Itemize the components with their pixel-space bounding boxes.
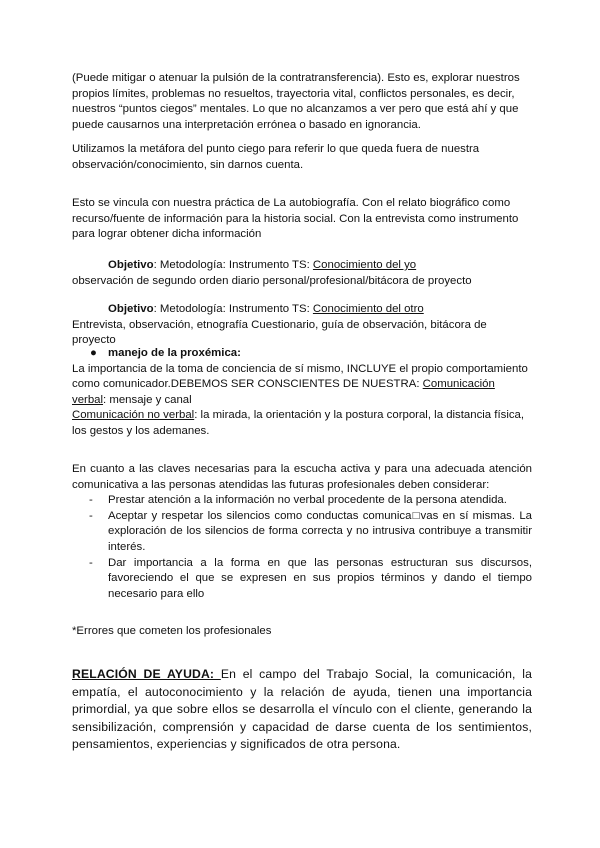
- verbal-communication-detail: : mensaje y canal: [103, 393, 192, 406]
- active-listening-block: [72, 462, 532, 602]
- intro-paragraph-block: [72, 71, 532, 133]
- objective-other-block: [72, 302, 532, 349]
- nonverbal-communication-detail: : la mirada, la orientación y la postura corporal, la distancia física, los gestos y los ademanes.: [72, 409, 525, 437]
- errors-note: *Errores que cometen los profesionales: [72, 625, 272, 637]
- dash-marker: -: [89, 556, 93, 569]
- nonverbal-paragraph: [72, 408, 532, 439]
- autobiography-paragraph-block: [72, 196, 532, 243]
- proxemics-line-start: La importancia de la toma de conciencia de sí mismo, INCLUYE el propio comportamiento como comunicador.DEBEMOS SER CONSCIENTES DE NUESTRA:: [72, 362, 528, 391]
- objective-self-block: [72, 258, 532, 289]
- dash-marker: -: [89, 494, 93, 507]
- list-item: [72, 509, 532, 556]
- relacion-ayuda-paragraph: [72, 666, 532, 754]
- dash-marker: -: [89, 509, 93, 522]
- verbal-communication-label: Comunicación verbal: [72, 378, 495, 406]
- objective-other-label: Objetivo: [108, 303, 154, 315]
- objective-self-line: [72, 258, 532, 274]
- objective-self-label: Objetivo: [108, 259, 154, 271]
- objective-self-detail: observación de segundo orden diario personal/profesional/bitácora de proyecto: [72, 274, 472, 287]
- autobiography-paragraph: Esto se vincula con nuestra práctica de La autobiografía. Con el relato biográfico como recurso/fuente de información para la historia social. Con la entrevista como instrumento para lograr obtener dicha información: [72, 197, 519, 241]
- objective-self-middle: : Metodología: Instrumento TS:: [153, 259, 313, 271]
- proxemics-paragraph: [72, 362, 532, 409]
- objective-other-topic: Conocimiento del otro: [312, 303, 424, 315]
- list-item-text: Prestar atención a la información no verbal procedente de la persona atendida.: [108, 494, 507, 507]
- proxemics-block: [72, 346, 532, 440]
- active-listening-list: [72, 493, 532, 602]
- objective-other-line: [72, 302, 532, 318]
- list-item: [72, 556, 532, 603]
- metaphor-paragraph: Utilizamos la metáfora del punto ciego para referir lo que queda fuera de nuestra observación/conocimiento, sin darnos cuenta.: [72, 143, 480, 171]
- relacion-ayuda-heading: RELACIÓN DE AYUDA:: [72, 667, 221, 681]
- proxemics-title-row: [72, 346, 532, 362]
- list-item-text: Aceptar y respetar los silencios como conductas comunica□vas en sí mismas. La exploración de los silencios de forma correcta y no intrusiva contribuye a transmitir interés.: [108, 509, 532, 553]
- metaphor-paragraph-block: [72, 142, 532, 173]
- objective-self-topic: Conocimiento del yo: [312, 259, 417, 271]
- list-item-text: Dar importancia a la forma en que las personas estructuran sus discursos, favoreciendo el que se expresen en sus propios términos y dando el tiempo necesario para ello: [108, 556, 532, 600]
- intro-paragraph: (Puede mitigar o atenuar la pulsión de la contratransferencia). Esto es, explorar nuestros propios límites, problemas no resueltos, trayectoria vital, conflictos personales, es decir, nuestros “puntos ciegos” mentales. Lo que no alcanzamos a ver pero que está ahí y que puede causarnos una interpretación errónea o basado en ignorancia.: [72, 72, 520, 131]
- list-item: [72, 493, 532, 509]
- bullet-icon: ●: [90, 347, 97, 359]
- proxemics-title: manejo de la proxémica:: [108, 347, 241, 359]
- objective-other-detail: Entrevista, observación, etnografía Cuestionario, guía de observación, bitácora de proyecto: [72, 318, 487, 347]
- errors-note-block: [72, 624, 532, 640]
- active-listening-intro: En cuanto a las claves necesarias para la escucha activa y para una adecuada atención comunicativa a las personas atendidas las futuras profesionales deben considerar:: [72, 463, 532, 491]
- nonverbal-communication-label: Comunicación no verbal: [72, 409, 195, 422]
- objective-other-middle: : Metodología: Instrumento TS:: [153, 303, 313, 315]
- relacion-ayuda-block: [72, 666, 532, 754]
- relacion-ayuda-text: En el campo del Trabajo Social, la comunicación, la empatía, el autoconocimiento y la relación de ayuda, tienen una importancia primordial, ya que sobre ellos se desarrolla el vínculo con el cliente, generando la sensibilización, comprensión y capacidad de darse cuenta de los sentimientos, pensamientos, experiencias y significados de otra persona.: [72, 667, 533, 752]
